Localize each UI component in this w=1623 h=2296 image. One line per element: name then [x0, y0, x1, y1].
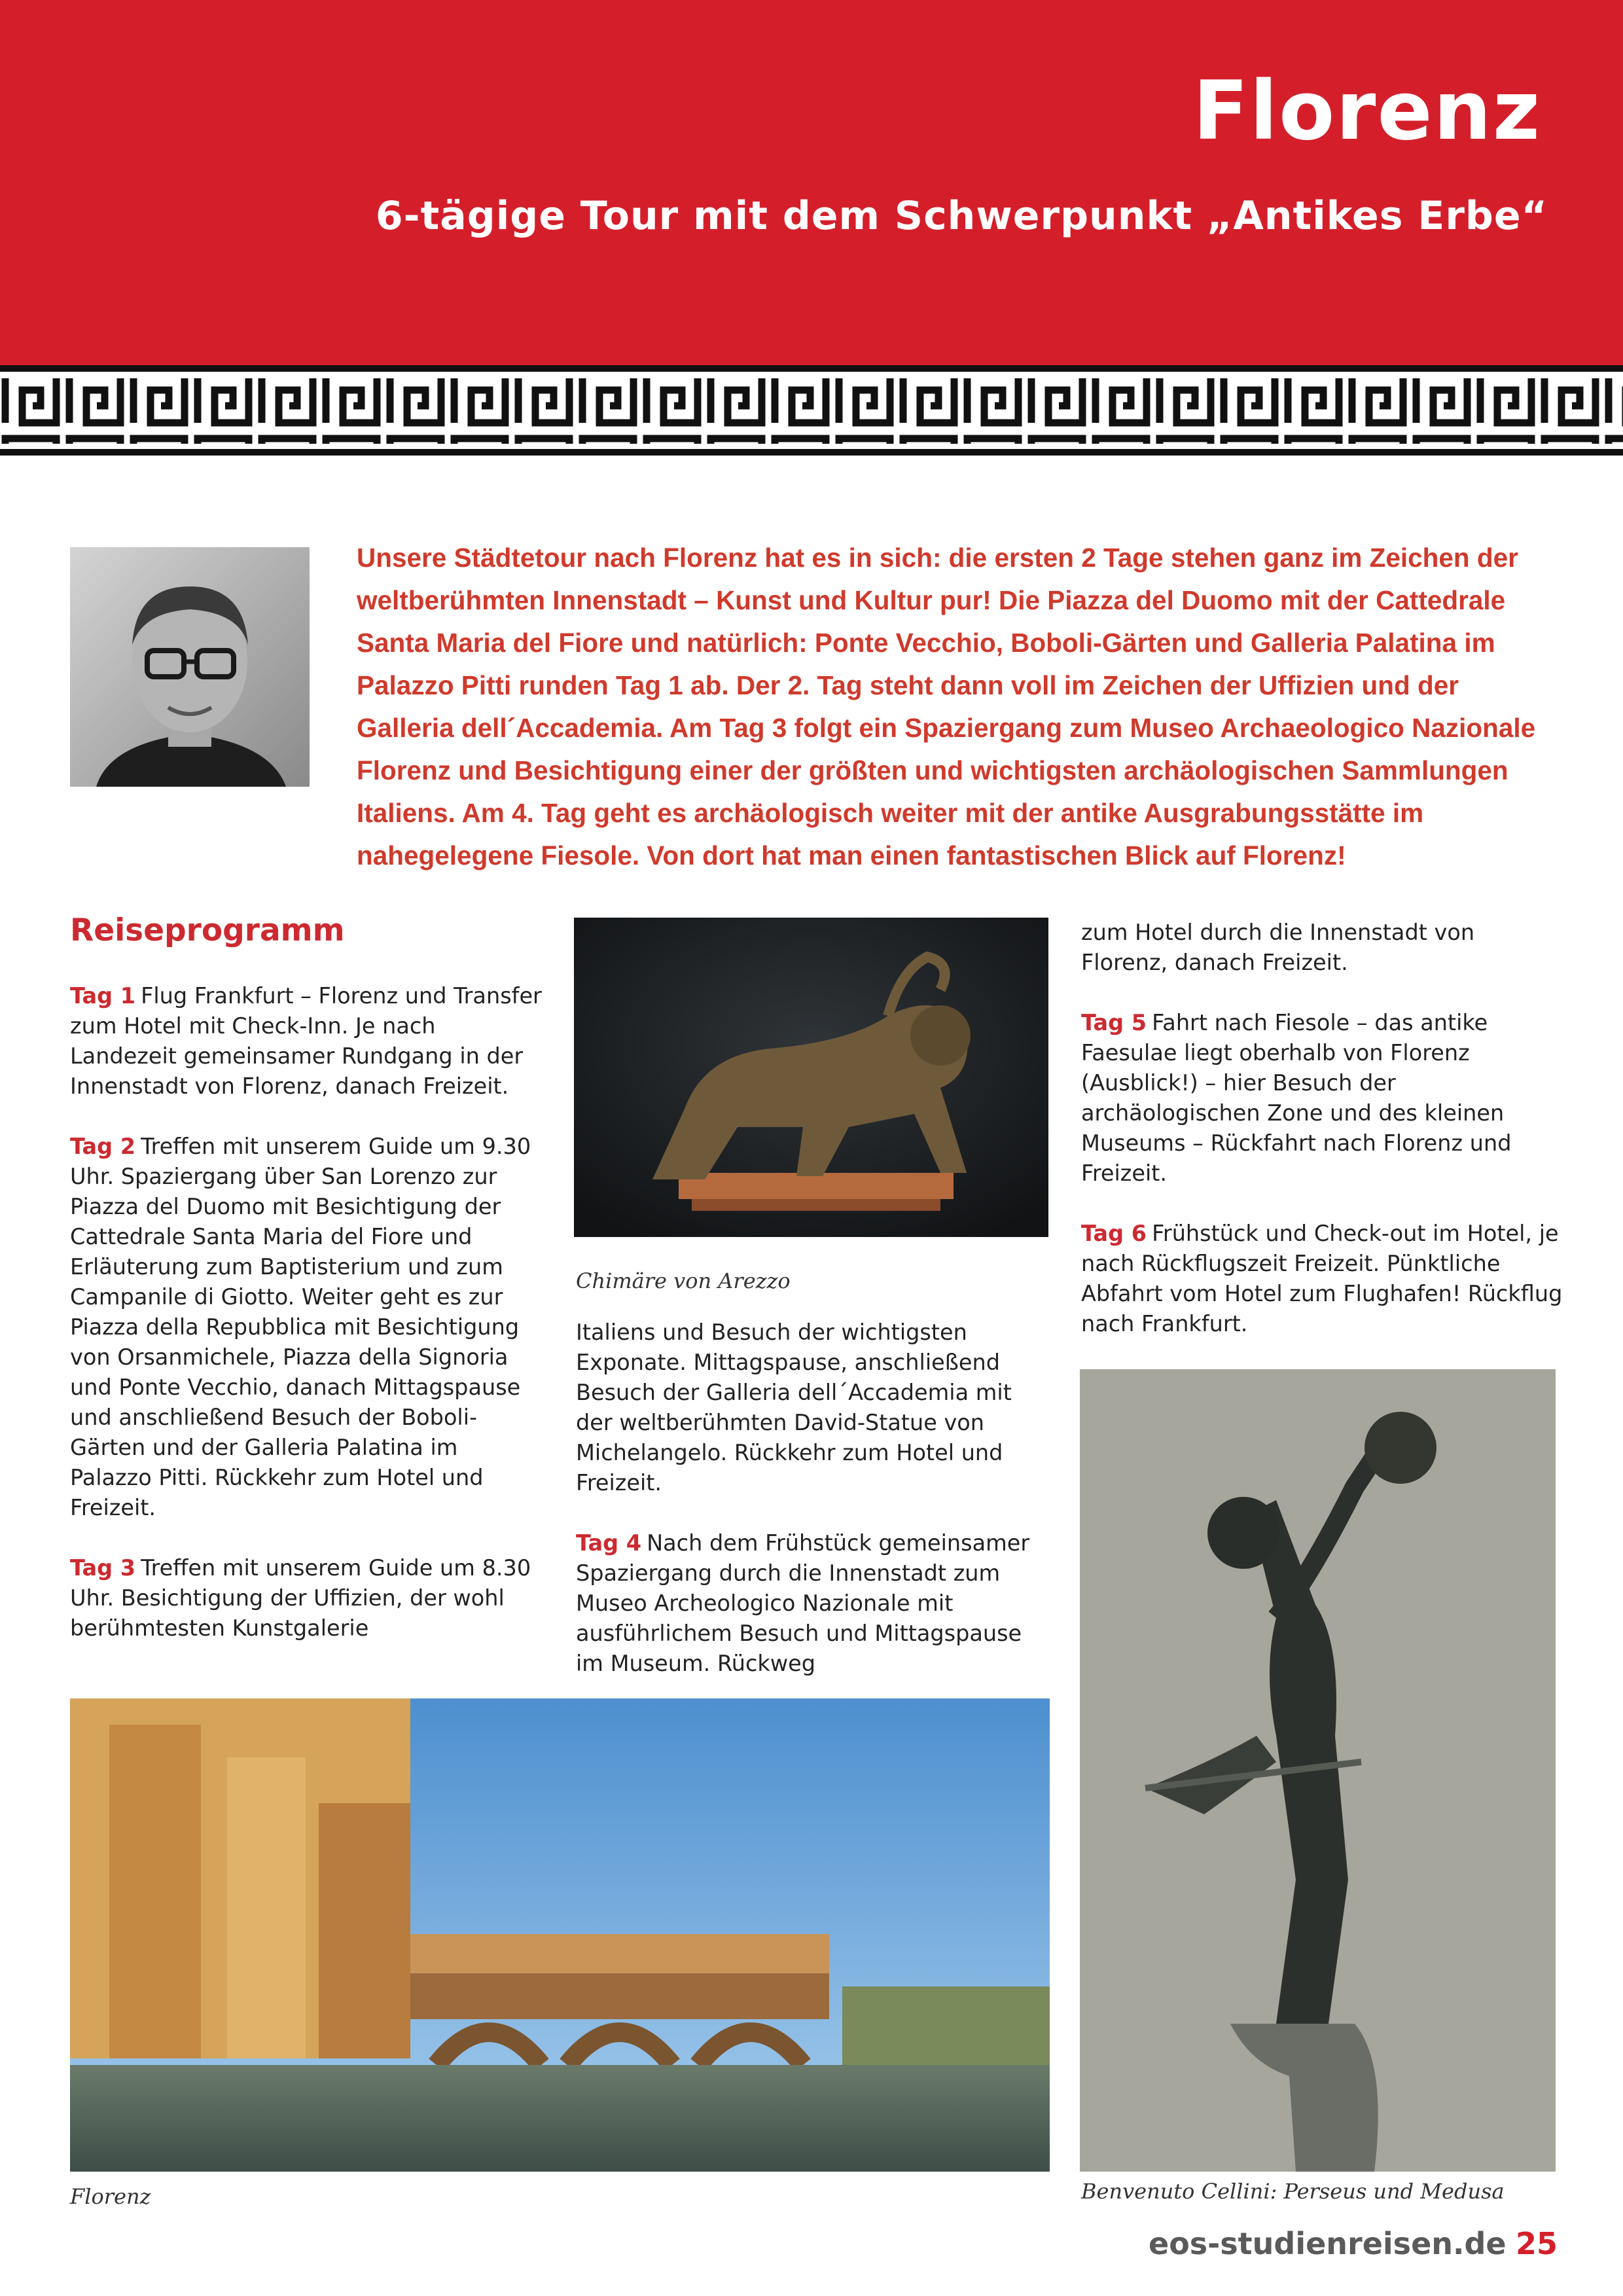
program-column-3 — [1081, 918, 1565, 1339]
author-portrait — [70, 547, 310, 787]
day-text: Frühstück und Check-out im Hotel, je nach Rückflugszeit Freizeit. Pünktliche Abfahrt vom Hotel zum Flughafen! Rückflug nach Frankfurt. — [1081, 1221, 1563, 1336]
day-label: Tag 6 — [1081, 1221, 1147, 1246]
day-label: Tag 5 — [1081, 1010, 1147, 1035]
day-3-continuation: Italiens und Besuch der wichtigsten Exponate. Mittagspause, anschließend Besuch der Galleria dell´Accademia mit der weltberühmten David-Statue von Michelangelo. Rückkehr zum Hotel und Freizeit. — [576, 1319, 1012, 1496]
perseus-caption: Benvenuto Cellini: Perseus und Medusa — [1081, 2179, 1505, 2204]
day-2-paragraph — [70, 1132, 544, 1523]
chimaere-caption: Chimäre von Arezzo — [576, 1268, 791, 1293]
day-text: Nach dem Frühstück gemeinsamer Spaziergang durch die Innenstadt zum Museo Archeologico Nazionale mit ausführlichem Besuch und Mittagspause im Museum. Rückweg — [576, 1530, 1030, 1676]
day-label: Tag 2 — [70, 1134, 136, 1159]
day-label: Tag 1 — [70, 983, 136, 1009]
day-5-paragraph — [1081, 1008, 1565, 1189]
chimaere-image — [574, 918, 1048, 1237]
day-6-paragraph — [1081, 1219, 1565, 1339]
page-title: Florenz — [1192, 64, 1541, 158]
day-text: Flug Frankfurt – Florenz und Transfer zum Hotel mit Check-Inn. Je nach Landezeit gemeinsamer Rundgang in der Innenstadt von Florenz, danach Freizeit. — [70, 983, 542, 1099]
header-band — [0, 0, 1623, 365]
day-text: Treffen mit unserem Guide um 8.30 Uhr. Besichtigung der Uffizien, der wohl berühmtesten Kunstgalerie — [70, 1555, 531, 1641]
program-column-1 — [70, 981, 544, 1643]
page-subtitle: 6-tägige Tour mit dem Schwerpunkt „Antikes Erbe“ — [375, 193, 1548, 239]
intro-text: Unsere Städtetour nach Florenz hat es in sich: die ersten 2 Tage stehen ganz im Zeichen der weltberühmten Innenstadt – Kunst und Kultur pur! Die Piazza del Duomo mit der Cattedrale Santa Maria del Fiore und natürlich: Ponte Vecchio, Boboli-Gärten und Galleria Palatina im Palazzo Pitti runden Tag 1 ab. Der 2. Tag steht dann voll im Zeichen der Uffizien und der Galleria dell´Accademia. Am Tag 3 folgt ein Spaziergang zum Museo Archaeologico Nazionale Florenz und Besichtigung einer der größten und wichtigsten archäologischen Sammlungen Italiens. Am 4. Tag geht es archäologisch weiter mit der antike Ausgrabungsstätte im nahegelegene Fiesole. Von dort hat man einen fantastischen Blick auf Florenz! — [357, 543, 1536, 870]
program-column-2 — [576, 1318, 1050, 1679]
page-number: 25 — [1516, 2226, 1558, 2261]
section-heading: Reiseprogramm — [70, 912, 345, 948]
day-text: Fahrt nach Fiesole – das antike Faesulae liegt oberhalb von Florenz (Ausblick!) – hier Besuch der archäologischen Zone und des kleinen Museums – Rückfahrt nach Florenz und Freizeit. — [1081, 1010, 1512, 1186]
day-1-paragraph — [70, 981, 544, 1102]
florenz-caption: Florenz — [70, 2184, 151, 2209]
day-4-paragraph — [576, 1528, 1050, 1679]
florenz-photo — [70, 1698, 1050, 2172]
website-link[interactable]: eos-studienreisen.de — [1149, 2226, 1507, 2261]
perseus-image — [1080, 1369, 1556, 2172]
day-text: Treffen mit unserem Guide um 9.30 Uhr. Spaziergang über San Lorenzo zur Piazza del Duomo mit Besichtigung der Cattedrale Santa Maria del Fiore und Erläuterung zum Baptisterium und zum Campanile di Giotto. Weiter geht es zur Piazza della Repubblica mit Besichtigung von Orsanmichele, Piazza della Signoria und Ponte Vecchio, danach Mittagspause und anschließend Besuch der Boboli-Gärten und der Galleria Palatina im Palazzo Pitti. Rückkehr zum Hotel und Freizeit. — [70, 1134, 531, 1520]
day-label: Tag 4 — [576, 1530, 642, 1556]
day-label: Tag 3 — [70, 1555, 136, 1581]
day-4-continuation: zum Hotel durch die Innenstadt von Florenz, danach Freizeit. — [1081, 920, 1475, 975]
greek-key-border — [0, 365, 1623, 457]
day-3-paragraph — [70, 1553, 544, 1643]
